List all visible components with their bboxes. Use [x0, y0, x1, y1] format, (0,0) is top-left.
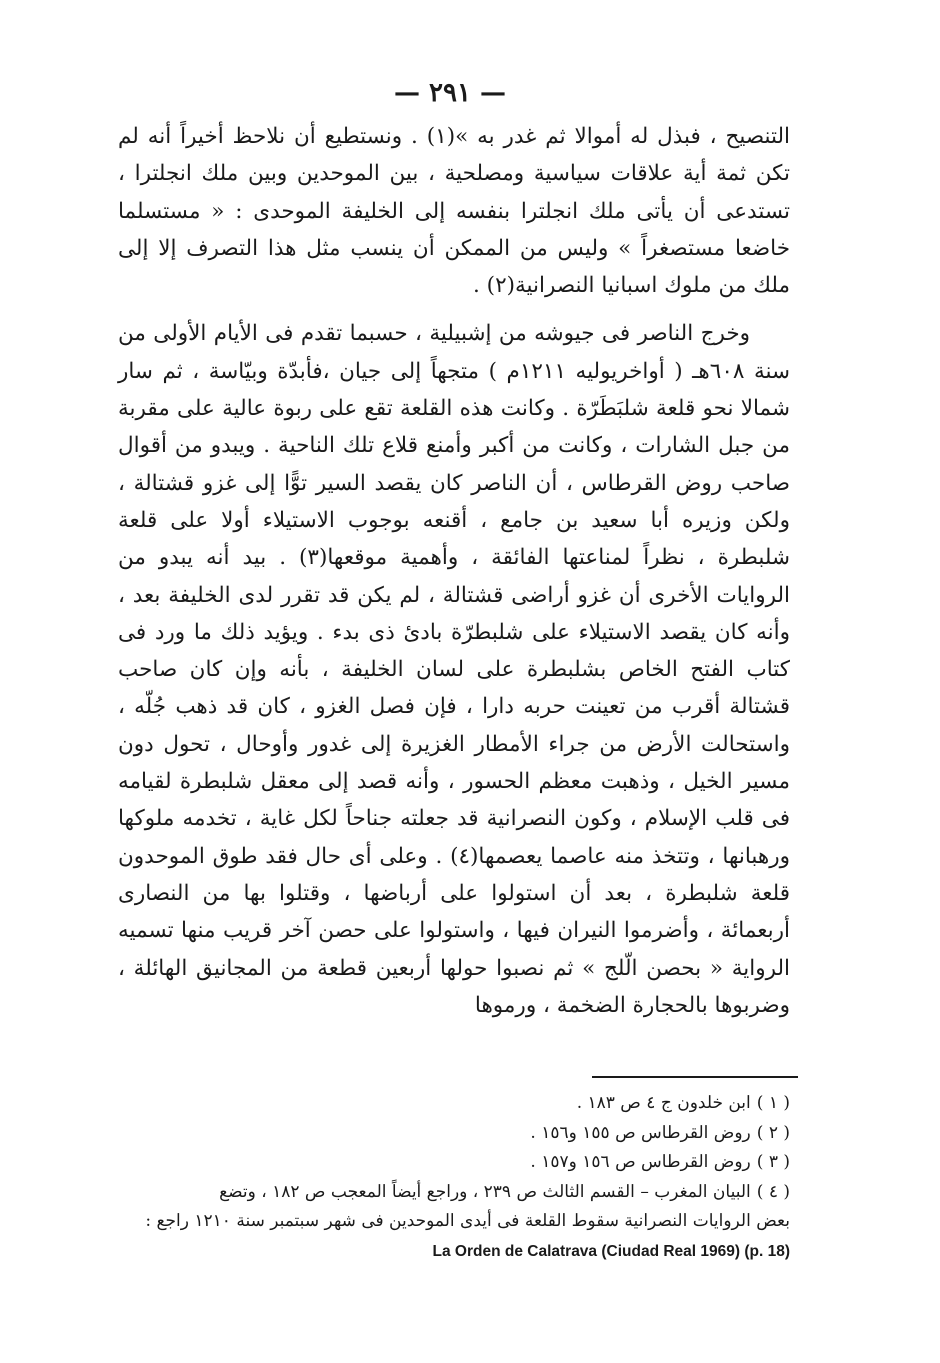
footnote-divider	[592, 1076, 798, 1078]
footnote-text: البيان المغرب – القسم الثالث ص ٢٣٩ ، وراجع أيضاً المعجب ص ١٨٢ ، وتضع	[219, 1181, 751, 1202]
footnote-text: روض القرطاس ص ١٥٦ و١٥٧ .	[530, 1152, 751, 1172]
footnote-number: ( ٢ )	[756, 1122, 790, 1143]
footnote-2	[110, 1119, 790, 1149]
paragraph-2: وخرج الناصر فى جيوشه من إشبيلية ، حسبما تقدم فى الأيام الأولى من سنة ٦٠٨هـ ( أواخريوليه ١٢١١م ) متجهاً إلى جيان ،فأبدّة وبيّاسة ، ثم سار شمالا نحو قلعة شلبَطَرّة . وكانت هذه القلعة تقع على ربوة عالية على مقربة من جبل الشارات ، وكانت من أكبر وأمنع قلاع تلك الناحية . ويبدو من أقوال صاحب روض القرطاس ، أن الناصر كان يقصد السير توًّا إلى غزو قشتالة ، ولكن وزيره أبا سعيد بن جامع ، أقنعه بوجوب الاستيلاء أولا على قلعة شلبطرة ، نظراً لمناعتها الفائقة ، وأهمية موقعها(٣) . بيد أنه يبدو من الروايات الأخرى أن غزو أراضى قشتالة ، لم يكن قد تقرر لدى الخليفة بعد ، وأنه كان يقصد الاستيلاء على شلبطرّة بادئ ذى بدء . ويؤيد ذلك ما ورد فى كتاب الفتح الخاص بشلبطرة على لسان الخليفة ، بأنه وإن كان صاحب قشتالة أقرب من تعينت حربه دارا ، فإن فصل الغزو ، كان قد ذهب جُلّه ، واستحالت الأرض من جراء الأمطار الغزيرة إلى غدور وأوحال ، تحول دون مسير الخيل ، وذهبت معظم الحسور ، وأنه قصد إلى معقل شلبطرة لقيامه فى قلب الإسلام ، وكون النصرانية قد جعلته جناحاً لكل غاية ، تخدمه ملوكها ورهبانها ، وتتخذ منه عاصما يعصمها(٤) . وعلى أى حال فقد طوق الموحدون قلعة شلبطرة ، بعد أن استولوا على أرباضها ، وقتلوا بها من النصارى أربعمائة ، وأضرموا النيران فيها ، واستولوا على حصن آخر قريب منها تسميه الرواية « بحصن الّلج » ثم نصبوا حولها أربعين قطعة من المجانيق الهائلة ، وضربوها بالحجارة الضخمة ، ورموها	[118, 321, 790, 1018]
footnote-text: ابن خلدون ج ٤ ص ١٨٣ .	[576, 1093, 751, 1113]
footnotes	[110, 1089, 790, 1266]
paragraph-1: التنصيح ، فبذل له أموالا ثم غدر به »(١) . ونستطيع أن نلاحظ أخيراً أنه لم تكن ثمة أية علاقات سياسية ومصلحية ، بين الموحدين وبين ملك انجلترا ، تستدعى أن يأتى ملك انجلترا بنفسه إلى الخليفة الموحدى : « مستسلما خاضعا مستصغراً » وليس من الممكن أن ينسب مثل هذا التصرف إلا إلى ملك من ملوك اسبانيا النصرانية(٢) .	[118, 124, 790, 299]
page-number: — ٢٩١ —	[393, 78, 507, 108]
footnote-1	[110, 1089, 790, 1119]
footnote-number: ( ٤ )	[756, 1181, 790, 1202]
footnote-text: روض القرطاس ص ١٥٥ و١٥٦ .	[530, 1122, 751, 1143]
footnote-number: ( ١ )	[756, 1093, 790, 1113]
footnote-4-continuation: بعض الروايات النصرانية سقوط القلعة فى أيدى الموحدين فى شهر سبتمبر سنة ١٢١٠ راجع :	[145, 1211, 790, 1231]
latin-reference: La Orden de Calatrava (Ciudad Real 1969) (p. 18)	[432, 1242, 790, 1260]
main-text	[118, 118, 790, 1024]
footnote-number: ( ٣ )	[756, 1152, 790, 1172]
footnote-4	[110, 1178, 790, 1208]
footnote-3	[110, 1148, 790, 1178]
